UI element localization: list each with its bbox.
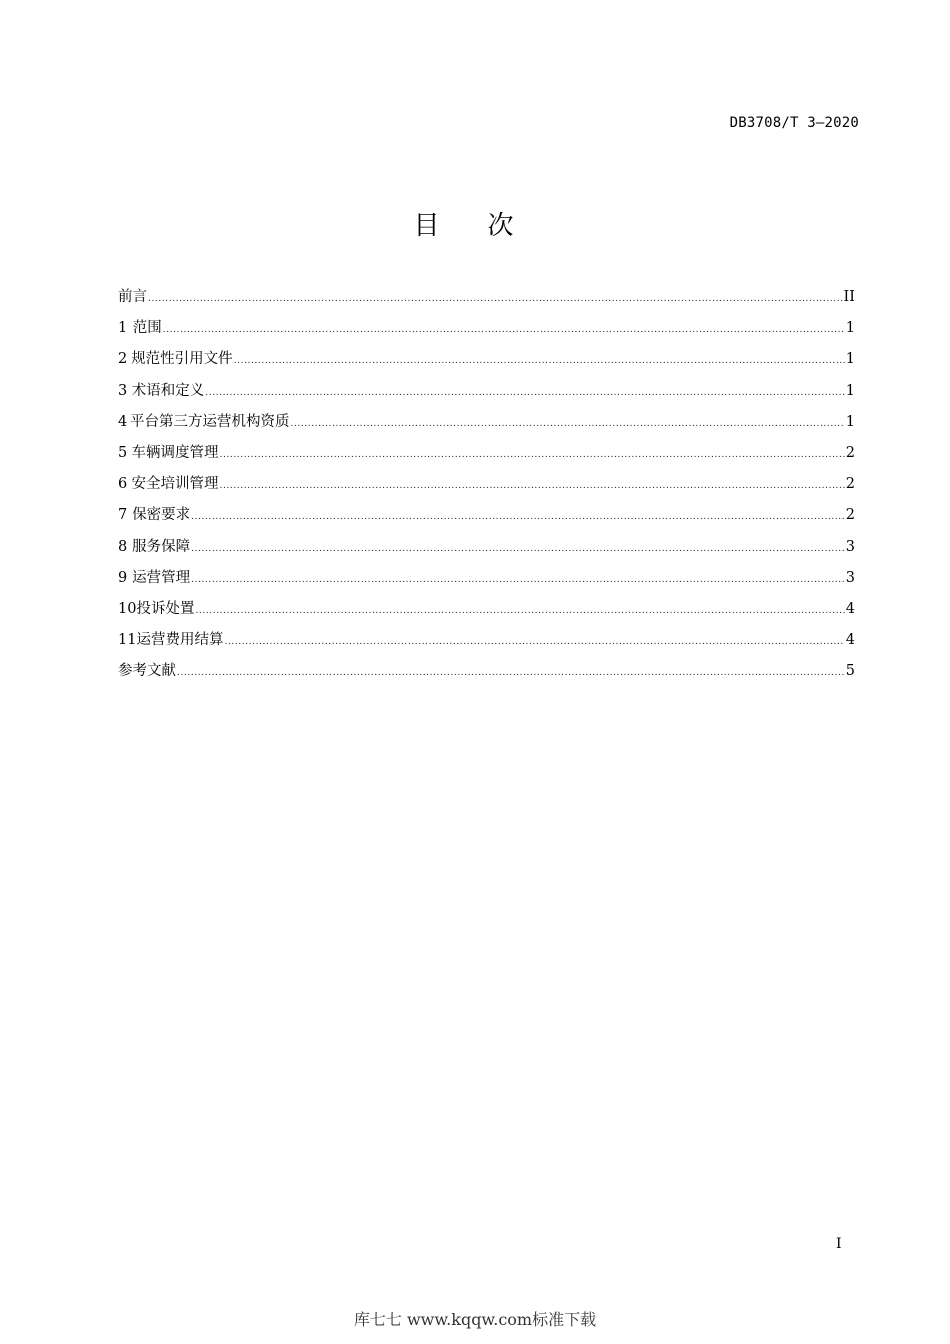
toc-entry-page: 2 bbox=[845, 476, 855, 493]
toc-entry-label: 运营费用结算 bbox=[136, 632, 224, 649]
toc-entry-page: 5 bbox=[845, 663, 855, 680]
toc-leader-dots bbox=[191, 539, 845, 559]
toc-leader-dots bbox=[195, 601, 844, 621]
toc-entry-6[interactable] bbox=[118, 474, 855, 505]
toc-entry-7[interactable] bbox=[118, 505, 855, 536]
document-code: DB3708/T 3—2020 bbox=[729, 115, 859, 131]
toc-entry-page: 2 bbox=[845, 444, 855, 461]
toc-leader-dots bbox=[191, 570, 845, 590]
toc-entry-label: 运营管理 bbox=[132, 569, 191, 586]
toc-leader-dots bbox=[148, 289, 843, 309]
toc-leader-dots bbox=[220, 476, 845, 496]
toc-entry-number: 9 bbox=[118, 569, 128, 586]
watermark-text: 库七七 www.kqqw.com标准下载 bbox=[353, 1310, 597, 1329]
toc-leader-dots bbox=[191, 507, 845, 527]
toc-leader-dots bbox=[224, 632, 844, 652]
toc-leader-dots bbox=[177, 663, 845, 683]
toc-entry-number: 11 bbox=[118, 632, 137, 649]
toc-entry-number: 1 bbox=[118, 320, 128, 337]
table-of-contents bbox=[118, 287, 855, 692]
toc-entry-page: 1 bbox=[845, 413, 855, 430]
toc-entry-number: 5 bbox=[118, 444, 128, 461]
toc-entry-1[interactable] bbox=[118, 318, 855, 349]
toc-entry-number: 2 bbox=[118, 351, 128, 368]
toc-entry-label: 规范性引用文件 bbox=[131, 351, 233, 368]
toc-entry-8[interactable] bbox=[118, 537, 855, 568]
toc-entry-number: 7 bbox=[118, 507, 128, 524]
toc-entry-label: 前言 bbox=[118, 289, 147, 305]
toc-entry-number: 4 bbox=[118, 413, 128, 430]
toc-entry-9[interactable] bbox=[118, 568, 855, 599]
toc-entry-label: 车辆调度管理 bbox=[131, 444, 219, 461]
toc-entry-page: 4 bbox=[845, 600, 855, 617]
toc-entry-page: II bbox=[843, 289, 855, 305]
toc-entry-5[interactable] bbox=[118, 443, 855, 474]
toc-entry-number: 6 bbox=[118, 476, 128, 493]
toc-entry-label: 安全培训管理 bbox=[131, 476, 219, 493]
toc-entry-page: 1 bbox=[845, 320, 855, 337]
toc-entry-page: 4 bbox=[845, 632, 855, 649]
toc-entry-page: 3 bbox=[845, 538, 855, 555]
toc-entry-foreword[interactable] bbox=[118, 287, 855, 318]
toc-entry-page: 1 bbox=[845, 351, 855, 368]
toc-entry-11[interactable] bbox=[118, 630, 855, 661]
toc-entry-number: 8 bbox=[118, 538, 128, 555]
toc-entry-label: 范围 bbox=[132, 320, 162, 337]
toc-leader-dots bbox=[234, 351, 845, 371]
toc-entry-number: 10 bbox=[118, 600, 137, 617]
toc-entry-2[interactable] bbox=[118, 349, 855, 380]
toc-entry-page: 1 bbox=[845, 382, 855, 399]
toc-entry-label: 服务保障 bbox=[132, 538, 191, 555]
toc-entry-3[interactable] bbox=[118, 381, 855, 412]
toc-title: 目次 bbox=[413, 211, 562, 241]
toc-entry-label: 保密要求 bbox=[132, 507, 191, 524]
toc-leader-dots bbox=[290, 414, 844, 434]
toc-leader-dots bbox=[220, 445, 845, 465]
toc-entry-page: 3 bbox=[845, 569, 855, 586]
toc-entry-label: 参考文献 bbox=[118, 663, 176, 680]
toc-entry-page: 2 bbox=[845, 507, 855, 524]
toc-entry-number: 3 bbox=[118, 382, 128, 399]
toc-entry-4[interactable] bbox=[118, 412, 855, 443]
toc-entry-label: 术语和定义 bbox=[131, 382, 205, 399]
toc-entry-10[interactable] bbox=[118, 599, 855, 630]
page-number: I bbox=[836, 1236, 842, 1252]
toc-leader-dots bbox=[205, 383, 844, 403]
toc-entry-references[interactable] bbox=[118, 661, 855, 692]
toc-entry-label: 平台第三方运营机构资质 bbox=[129, 413, 290, 430]
toc-entry-label: 投诉处置 bbox=[136, 600, 195, 617]
toc-leader-dots bbox=[163, 320, 845, 340]
